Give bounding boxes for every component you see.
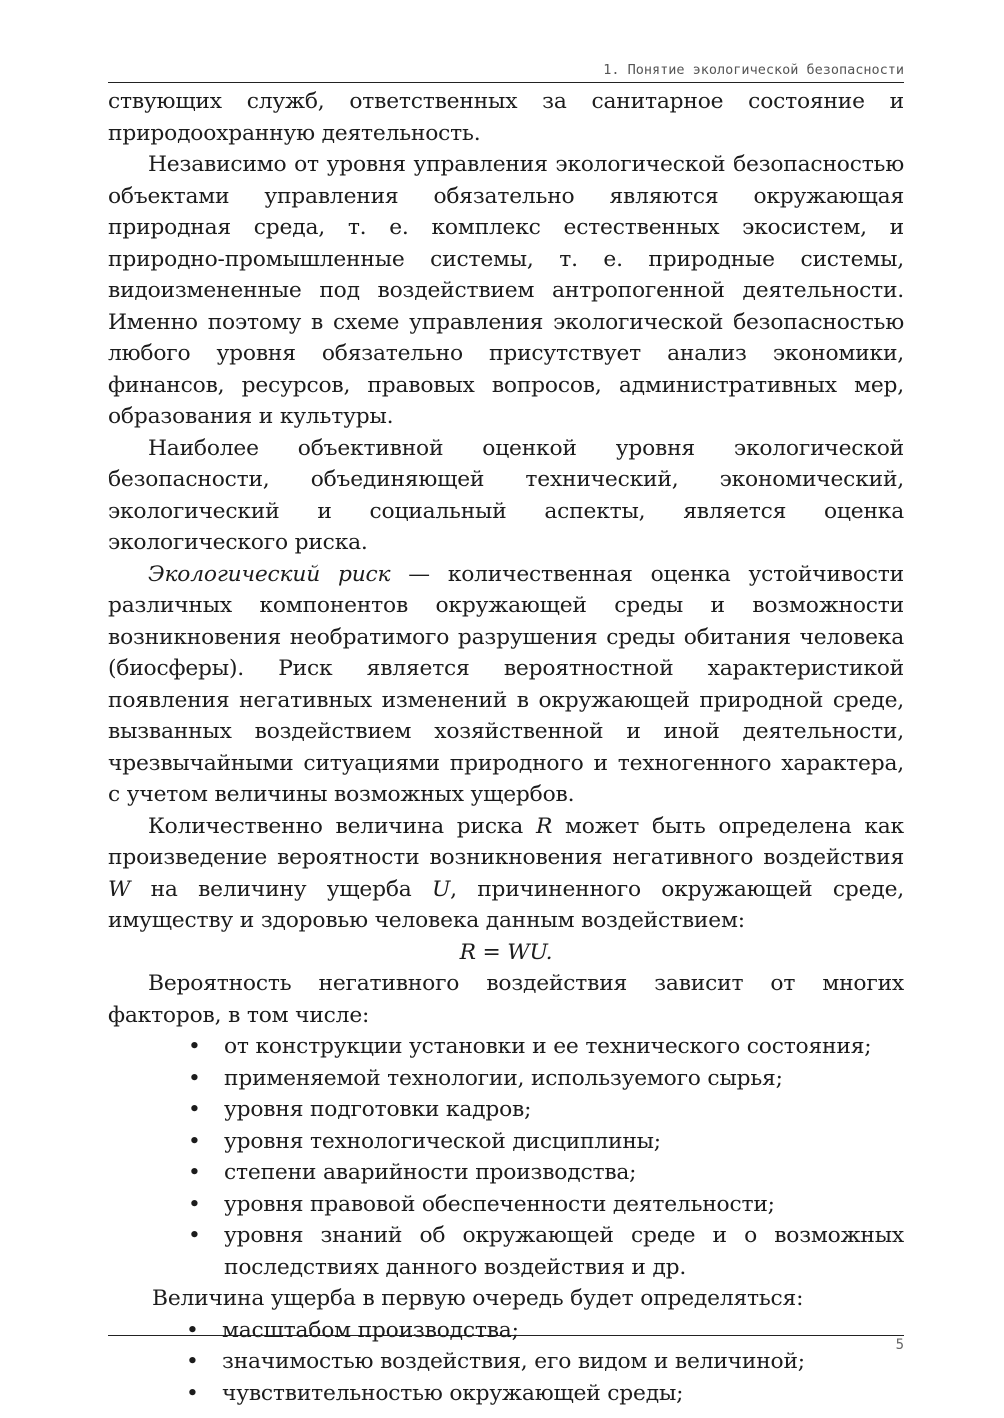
term-ecological-risk: Экологический риск xyxy=(148,561,391,587)
list-item-text: уровня правовой обеспеченности деятельности; xyxy=(224,1191,775,1217)
list-item xyxy=(108,1063,904,1095)
list-item-text: значимостью воздействия, его видом и величиной; xyxy=(222,1349,805,1374)
list-item-text: уровня подготовки кадров; xyxy=(224,1097,532,1122)
paragraph-damage-factors: Величина ущерба в первую очередь будет определяться: xyxy=(152,1286,804,1311)
bullet-icon: • xyxy=(188,1034,201,1059)
bullet-icon: • xyxy=(186,1317,199,1343)
list-item-text: чувствительностью окружающей среды; xyxy=(222,1380,684,1406)
list-item xyxy=(108,1378,904,1410)
list-item-text: масштабом производства; xyxy=(222,1317,519,1343)
page-body xyxy=(108,86,904,1409)
risk-formula: R = WU. xyxy=(459,939,553,965)
variable-r: R xyxy=(535,813,553,839)
bullet-icon: • xyxy=(186,1380,199,1406)
paragraph-risk-assessment: Наиболее объективной оценкой уровня экологической безопасности, объединяющей технический, экономический, экологический и социальный аспекты, является оценка экологического риска. xyxy=(108,435,904,555)
text-fragment: может быть определена как произведение вероятности возникновения негативного воздействия xyxy=(108,813,904,870)
bullet-icon: • xyxy=(188,1065,201,1091)
footer-rule xyxy=(108,1335,904,1336)
list-item-text: степени аварийности производства; xyxy=(224,1160,637,1185)
paragraph-risk-definition xyxy=(108,559,904,811)
text-fragment: Количественно величина риска xyxy=(148,813,536,839)
list-item xyxy=(108,1126,904,1158)
text-fragment: , причиненного окружающей среде, имуществу и здоровью человека данным воздействием: xyxy=(108,876,904,933)
bullet-icon: • xyxy=(188,1128,201,1154)
bullet-icon: • xyxy=(188,1160,201,1185)
variable-u: U xyxy=(431,876,451,902)
list-item xyxy=(108,1346,904,1378)
bullet-icon: • xyxy=(188,1191,201,1217)
list-item-text: от конструкции установки и ее технического состояния; xyxy=(224,1034,872,1059)
list-item-text: уровня знаний об окружающей среде и о возможных последствиях данного воздействия и др. xyxy=(224,1223,904,1280)
bullet-icon: • xyxy=(188,1223,201,1248)
list-item-text: применяемой технологии, используемого сырья; xyxy=(224,1065,783,1091)
bullet-icon: • xyxy=(188,1097,201,1122)
list-item xyxy=(108,1157,904,1189)
list-item xyxy=(108,1189,904,1221)
paragraph-management-objects: Независимо от уровня управления экологической безопасностью объектами управления обязательно являются окружающая природная среда, т. е. комплекс естественных экосистем, и природно-промышленные системы, т. е. природные системы, видоизмененные под воздействием антропогенной деятельности. Именно поэтому в схеме управления экологической безопасностью любого уровня обязательно присутствует анализ экономики, финансов, ресурсов, правовых вопросов, административных мер, образования и культуры. xyxy=(108,152,904,429)
list-item xyxy=(108,1220,904,1283)
paragraph-risk-formula-intro xyxy=(108,811,904,937)
list-item xyxy=(108,1094,904,1126)
text-fragment: на величину ущерба xyxy=(130,876,432,902)
risk-definition-text: — количественная оценка устойчивости различных компонентов окружающей среды и возможности возникновения необратимого разрушения среды обитания человека (биосферы). Риск является вероятностной характеристикой появления негативных изменений в окружающей природной среде, вызванных воздействием хозяйственной и иной деятельности, чрезвычайными ситуациями природного и техногенного характера, с учетом величины возможных ущербов. xyxy=(108,561,904,807)
list-item-text: уровня технологической дисциплины; xyxy=(224,1128,661,1154)
page-number: 5 xyxy=(895,1337,904,1353)
damage-factors-list xyxy=(108,1315,904,1410)
variable-w: W xyxy=(108,876,131,902)
running-header: 1. Понятие экологической безопасности xyxy=(603,62,904,78)
paragraph-probability-factors: Вероятность негативного воздействия зависит от многих факторов, в том числе: xyxy=(108,971,904,1028)
paragraph-continuation: ствующих служб, ответственных за санитарное состояние и природоохранную деятельность. xyxy=(108,89,904,146)
probability-factors-list xyxy=(108,1031,904,1283)
list-item xyxy=(108,1031,904,1063)
header-rule xyxy=(108,82,904,83)
list-item xyxy=(108,1315,904,1347)
bullet-icon: • xyxy=(186,1349,199,1374)
